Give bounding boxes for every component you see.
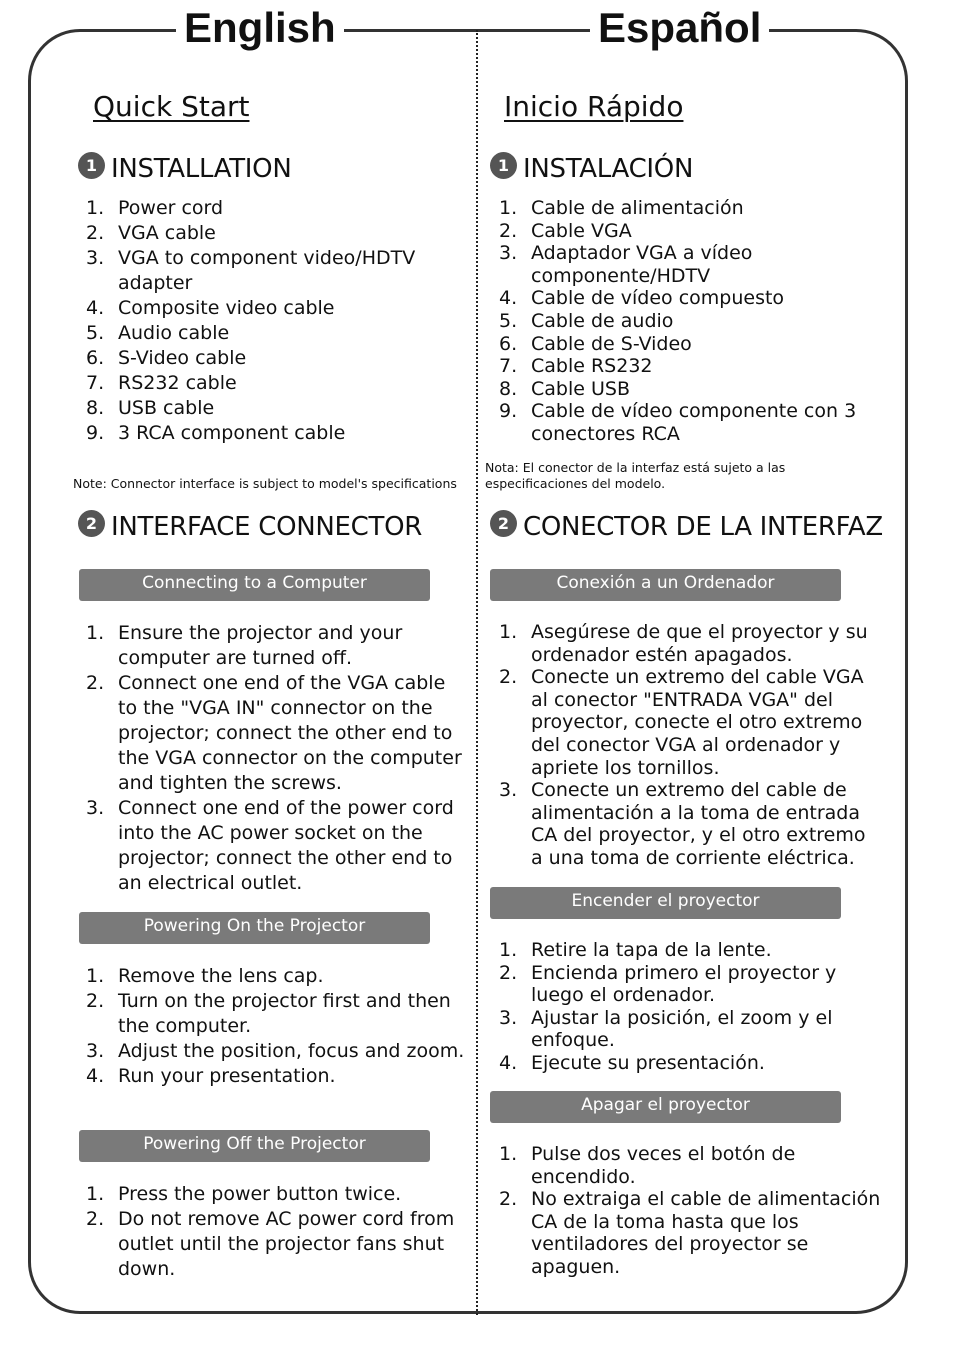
connector-note: Note: Connector interface is subject to model's specifications — [73, 476, 457, 491]
list-item-number: 7. — [86, 372, 105, 394]
connecting-computer-bar: Connecting to a Computer — [79, 569, 430, 601]
list-item-number: 6. — [499, 332, 518, 355]
list-item-text: VGA to component video/HDTV adapter — [118, 247, 416, 294]
step-number-badge: 2 — [78, 510, 105, 537]
list-item-text: Run your presentation. — [118, 1065, 336, 1087]
list-item-number: 4. — [499, 1051, 518, 1074]
list-item-text: Power cord — [118, 197, 224, 219]
list-item-text: Cable de vídeo componente con 3 conectores RCA — [531, 400, 857, 445]
list-item-text: Cable de S-Video — [531, 332, 692, 355]
installation-section-header — [78, 154, 291, 184]
list-item-number: 3. — [499, 779, 518, 802]
list-item-number: 1. — [86, 197, 105, 219]
list-item — [70, 1039, 465, 1064]
list-item-number: 6. — [86, 347, 105, 369]
powering-off-bar: Powering Off the Projector — [79, 1130, 430, 1162]
list-item-text: Pulse dos veces el botón de encendido. — [531, 1143, 796, 1188]
list-item-number: 7. — [499, 355, 518, 378]
installation-title: INSTALLATION — [111, 154, 292, 184]
list-item-text: Audio cable — [118, 322, 230, 344]
list-item-text: Cable de vídeo compuesto — [531, 287, 785, 310]
list-item-number: 1. — [499, 621, 518, 643]
list-item-text: Adaptador VGA a vídeo componente/HDTV — [531, 242, 753, 287]
list-item — [483, 400, 888, 445]
list-item-number: 4. — [86, 297, 105, 319]
list-item-text: Connect one end of the VGA cable to the "VGA IN" connector on the projector; connect the other end to the VGA connector on the computer and tighten the screws. — [118, 672, 462, 794]
list-item-number: 5. — [499, 309, 518, 332]
list-item — [483, 1007, 883, 1052]
list-item-text: Cable USB — [531, 377, 630, 400]
quick-start-title: Quick Start — [93, 90, 250, 123]
list-item-text: Encienda primero el proyector y luego el ordenador. — [531, 961, 837, 1007]
list-item-number: 1. — [86, 622, 105, 644]
apagar-bar: Apagar el proyector — [490, 1091, 841, 1123]
step-number-badge: 1 — [78, 152, 105, 179]
encender-bar: Encender el proyector — [490, 887, 841, 919]
list-item — [70, 221, 470, 246]
list-item-number: 3. — [499, 1006, 518, 1029]
list-item-number: 3. — [86, 1040, 105, 1062]
interface-title: INTERFACE CONNECTOR — [111, 512, 423, 542]
list-item-number: 5. — [86, 322, 105, 344]
apagar-steps-list — [483, 1143, 883, 1279]
list-item-text: 3 RCA component cable — [118, 422, 346, 444]
conexion-steps-list — [483, 621, 883, 870]
list-item-text: Remove the lens cap. — [118, 965, 324, 987]
list-item — [483, 779, 883, 869]
powering-on-steps-list — [70, 964, 465, 1089]
encender-steps-list — [483, 939, 883, 1075]
instalacion-section-header — [490, 154, 693, 184]
list-item — [483, 939, 883, 962]
list-item-number: 1. — [86, 1183, 105, 1205]
list-item — [483, 242, 888, 287]
list-item — [483, 1143, 883, 1188]
list-item — [70, 964, 465, 989]
list-item — [483, 310, 888, 333]
list-item-number: 8. — [86, 397, 105, 419]
list-item — [70, 421, 470, 446]
list-item-number: 2. — [86, 672, 105, 694]
list-item — [483, 287, 888, 310]
list-item — [70, 196, 470, 221]
list-item-number: 3. — [86, 797, 105, 819]
list-item — [70, 989, 465, 1039]
interface-section-header — [78, 512, 422, 542]
powering-on-bar: Powering On the Projector — [79, 912, 430, 944]
step-number-badge: 1 — [490, 152, 517, 179]
list-item-number: 3. — [86, 247, 105, 269]
list-item-text: S-Video cable — [118, 347, 247, 369]
list-item — [483, 355, 888, 378]
conector-title: CONECTOR DE LA INTERFAZ — [523, 512, 883, 542]
list-item-text: Press the power button twice. — [118, 1183, 402, 1205]
list-item-number: 2. — [499, 1188, 518, 1211]
list-item-text: Turn on the projector first and then the computer. — [118, 990, 451, 1037]
list-item — [70, 1064, 465, 1089]
list-item-number: 2. — [86, 990, 105, 1012]
list-item-text: Asegúrese de que el proyector y su ordenador estén apagados. — [531, 621, 868, 666]
list-item-text: Retire la tapa de la lente. — [531, 939, 772, 961]
list-item-text: USB cable — [118, 397, 215, 419]
list-item-number: 2. — [499, 666, 518, 689]
list-item — [483, 197, 888, 220]
spanish-heading: Español — [590, 4, 769, 52]
list-item-text: Cable de alimentación — [531, 197, 744, 219]
list-item — [70, 396, 470, 421]
list-item — [483, 621, 883, 666]
list-item-number: 1. — [86, 965, 105, 987]
list-item — [483, 1052, 883, 1075]
list-item — [70, 346, 470, 371]
connecting-steps-list — [70, 621, 465, 896]
list-item-number: 1. — [499, 939, 518, 961]
list-item — [70, 371, 470, 396]
instalacion-list — [483, 197, 888, 446]
list-item-text: Adjust the position, focus and zoom. — [118, 1040, 465, 1062]
list-item-number: 4. — [499, 287, 518, 310]
list-item — [483, 220, 888, 243]
column-divider — [476, 30, 478, 1315]
list-item-text: Cable VGA — [531, 219, 632, 242]
conexion-ordenador-bar: Conexión a un Ordenador — [490, 569, 841, 601]
list-item — [70, 621, 465, 671]
list-item-text: Composite video cable — [118, 297, 335, 319]
step-number-badge: 2 — [490, 510, 517, 537]
list-item-number: 2. — [499, 961, 518, 984]
list-item — [70, 671, 465, 796]
list-item-text: Conecte un extremo del cable de alimentación a la toma de entrada CA del proyector, y el otro extremo a una toma de corriente eléctrica. — [531, 779, 866, 869]
list-item — [70, 1207, 465, 1282]
list-item-number: 1. — [499, 197, 518, 219]
nota-conector: Nota: El conector de la interfaz está sujeto a las especificaciones del modelo. — [485, 460, 786, 491]
list-item — [483, 962, 883, 1007]
installation-list — [70, 196, 470, 446]
list-item-text: Ensure the projector and your computer are turned off. — [118, 622, 403, 669]
list-item — [483, 378, 888, 401]
list-item-text: VGA cable — [118, 222, 216, 244]
list-item — [70, 1182, 465, 1207]
list-item-text: No extraiga el cable de alimentación CA de la toma hasta que los ventiladores del proyector se apaguen. — [531, 1188, 881, 1278]
list-item — [70, 246, 470, 296]
list-item-number: 2. — [499, 219, 518, 242]
list-item — [483, 1188, 883, 1278]
list-item-text: Conecte un extremo del cable VGA al conector "ENTRADA VGA" del proyector, conecte el otro extremo del conector VGA al ordenador y apriete los tornillos. — [531, 666, 864, 779]
list-item — [70, 321, 470, 346]
instalacion-title: INSTALACIÓN — [523, 154, 694, 184]
list-item-number: 1. — [499, 1143, 518, 1165]
list-item-text: Do not remove AC power cord from outlet until the projector fans shut down. — [118, 1208, 455, 1280]
list-item-text: RS232 cable — [118, 372, 237, 394]
list-item-number: 4. — [86, 1065, 105, 1087]
list-item-text: Ajustar la posición, el zoom y el enfoque. — [531, 1006, 833, 1052]
list-item — [70, 296, 470, 321]
list-item-number: 9. — [499, 400, 518, 423]
list-item — [483, 333, 888, 356]
list-item-text: Cable de audio — [531, 309, 674, 332]
list-item-text: Ejecute su presentación. — [531, 1051, 765, 1074]
list-item — [483, 666, 883, 779]
list-item-number: 9. — [86, 422, 105, 444]
list-item-number: 2. — [86, 222, 105, 244]
list-item-text: Connect one end of the power cord into the AC power socket on the projector; connect the other end to an electrical outlet. — [118, 797, 454, 894]
list-item-number: 3. — [499, 242, 518, 265]
powering-off-steps-list — [70, 1182, 465, 1282]
inicio-rapido-title: Inicio Rápido — [504, 90, 684, 123]
list-item-number: 8. — [499, 377, 518, 400]
english-heading: English — [176, 4, 344, 52]
conector-section-header — [490, 512, 883, 542]
list-item-text: Cable RS232 — [531, 355, 653, 378]
list-item-number: 2. — [86, 1208, 105, 1230]
list-item — [70, 796, 465, 896]
